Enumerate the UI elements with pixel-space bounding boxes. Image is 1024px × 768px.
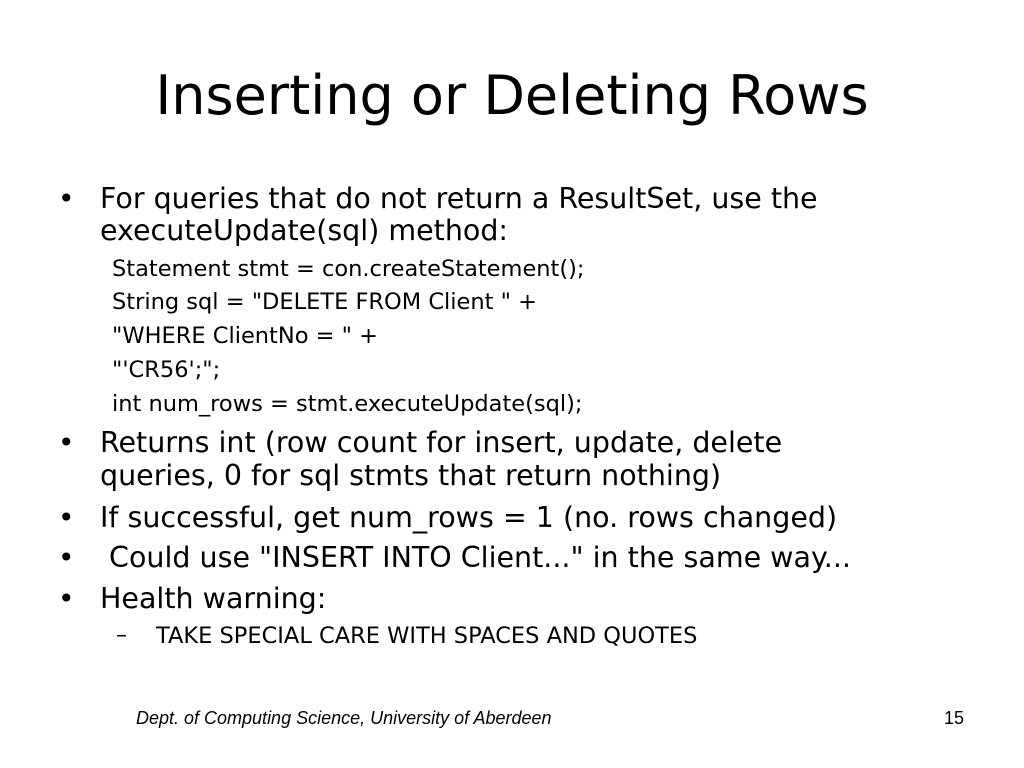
bullet-text: Could use "INSERT INTO Client..." in the same way...: [100, 541, 851, 574]
bullet-marker: •: [58, 426, 75, 459]
sub-bullet-marker: –: [116, 623, 127, 648]
page-number: 15: [943, 708, 964, 728]
code-line: Statement stmt = con.createStatement();: [112, 256, 585, 282]
bullet-text: executeUpdate(sql) method:: [100, 214, 509, 247]
code-line: "WHERE ClientNo = " +: [112, 323, 378, 349]
bullet-text: If successful, get num_rows = 1 (no. rows changed): [100, 501, 838, 534]
slide-title: Inserting or Deleting Rows: [155, 64, 869, 127]
footer-department: Dept. of Computing Science, University of Aberdeen: [136, 708, 552, 728]
bullet-text: Health warning:: [100, 582, 327, 615]
bullet-text: Returns int (row count for insert, update, delete: [100, 426, 783, 459]
code-line: String sql = "DELETE FROM Client " +: [112, 289, 537, 315]
bullet-marker: •: [58, 182, 75, 215]
bullet-text: For queries that do not return a ResultSet, use the: [100, 182, 818, 215]
bullet-marker: •: [58, 582, 75, 615]
code-line: "'CR56';";: [112, 357, 221, 383]
bullet-marker: •: [58, 501, 75, 534]
code-line: int num_rows = stmt.executeUpdate(sql);: [112, 391, 583, 417]
bullet-marker: •: [58, 541, 75, 574]
bullet-text: queries, 0 for sql stmts that return nothing): [100, 459, 722, 492]
sub-bullet-text: TAKE SPECIAL CARE WITH SPACES AND QUOTES: [156, 623, 698, 649]
